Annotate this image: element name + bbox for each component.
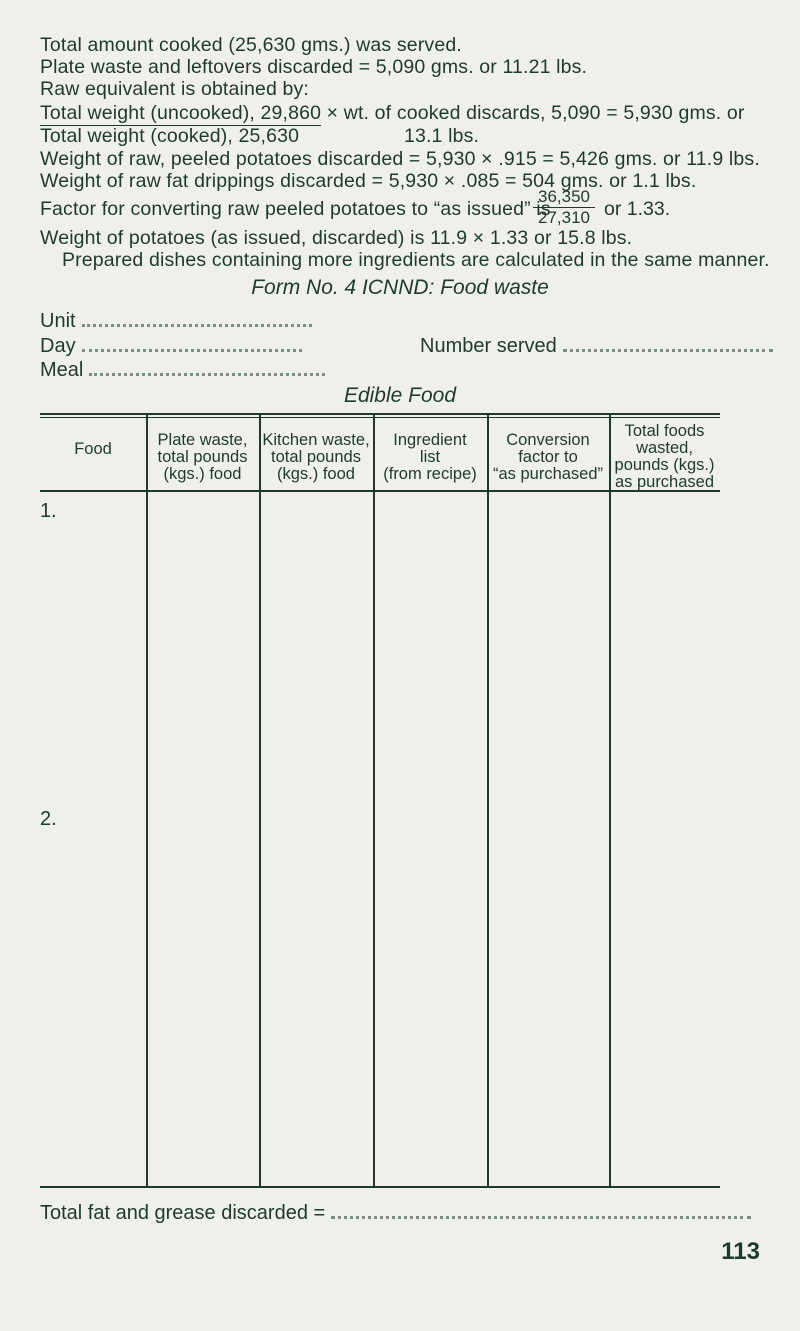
day-field <box>40 335 302 358</box>
total-fat-grease-label: Total fat and grease discarded = <box>40 1202 326 1224</box>
unit-field <box>40 310 312 333</box>
number-served-field <box>420 335 773 358</box>
row-label-2: 2. <box>40 808 57 830</box>
conversion-fraction <box>533 188 595 227</box>
col-divider-3 <box>373 413 375 1187</box>
intro-line-3: Raw equivalent is obtained by: <box>40 78 309 100</box>
intro-line-6: Weight of raw, peeled potatoes discarded = 5,930 × .915 = 5,426 gms. or 11.9 lbs. <box>40 148 760 170</box>
header-plate-waste: Plate waste, total pounds (kgs.) food <box>157 431 248 483</box>
total-fat-grease-blank[interactable] <box>331 1206 751 1219</box>
form-title: Form No. 4 ICNND: Food waste <box>251 276 549 299</box>
unit-blank[interactable] <box>82 314 312 327</box>
header-ingredient-list: Ingredient list (from recipe) <box>383 431 477 483</box>
intro-line-4 <box>40 102 745 124</box>
cooked-weight-denominator: Total weight (cooked), 25,630 <box>40 125 300 147</box>
fraction-numerator: 36,350 <box>533 188 595 208</box>
page-number: 113 <box>721 1238 760 1265</box>
meal-label: Meal <box>40 359 84 381</box>
number-served-label: Number served <box>420 335 557 357</box>
intro-line-8: Factor for converting raw peeled potatoes to “as issued” is <box>40 198 551 220</box>
header-conversion-factor: Conversion factor to “as purchased” <box>492 431 604 483</box>
col-divider-5 <box>609 413 611 1187</box>
header-total-foods-wasted: Total foods wasted, pounds (kgs.) as purchased <box>614 422 715 491</box>
table-top-rule <box>40 413 720 415</box>
intro-line-5-result: 13.1 lbs. <box>404 125 480 147</box>
row-label-1: 1. <box>40 500 57 522</box>
col-divider-4 <box>487 413 489 1187</box>
intro-line-9: Weight of potatoes (as issued, discarded) is 11.9 × 1.33 or 15.8 lbs. <box>40 227 633 249</box>
header-food: Food <box>74 440 112 458</box>
day-blank[interactable] <box>82 339 302 352</box>
table-subtitle: Edible Food <box>343 384 457 407</box>
intro-line-10: Prepared dishes containing more ingredients are calculated in the same manner. <box>62 249 770 271</box>
fraction-denominator: 27,310 <box>538 208 590 227</box>
intro-line-2: Plate waste and leftovers discarded = 5,090 gms. or 11.21 lbs. <box>40 56 588 78</box>
intro-line-1: Total amount cooked (25,630 gms.) was served. <box>40 34 462 56</box>
col-divider-1 <box>146 413 148 1187</box>
intro-line-5 <box>40 125 299 147</box>
total-fat-grease-line <box>40 1202 751 1225</box>
header-kitchen-waste: Kitchen waste, total pounds (kgs.) food <box>262 431 370 483</box>
col-divider-2 <box>259 413 261 1187</box>
table-top-rule-2 <box>40 417 720 418</box>
intro-line-7: Weight of raw fat drippings discarded = 5,930 × .085 = 504 gms. or 1.1 lbs. <box>40 170 697 192</box>
fraction-result: or 1.33. <box>604 198 671 220</box>
uncooked-weight-rest: × wt. of cooked discards, 5,090 = 5,930 gms. or <box>321 102 745 124</box>
uncooked-weight-numerator: Total weight (uncooked), 29,860 <box>40 102 322 124</box>
day-label: Day <box>40 335 76 357</box>
meal-blank[interactable] <box>89 363 325 376</box>
unit-label: Unit <box>40 310 76 332</box>
table-bottom-rule <box>40 1186 720 1188</box>
meal-field <box>40 359 325 382</box>
number-served-blank[interactable] <box>563 339 773 352</box>
